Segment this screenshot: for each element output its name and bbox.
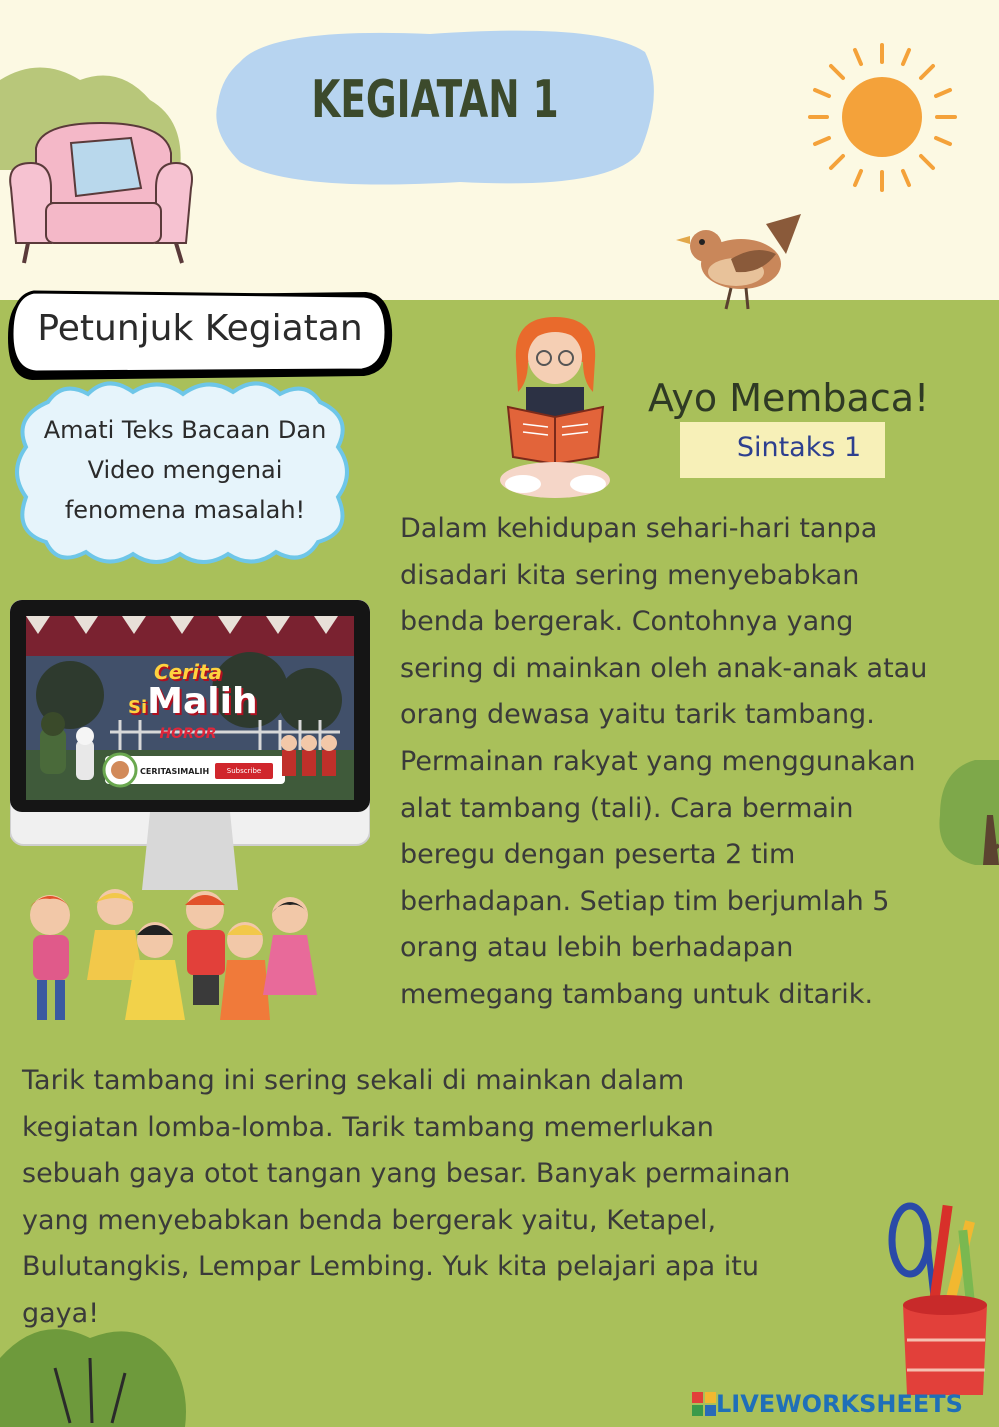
children-playing-illustration: [15, 885, 325, 1045]
subscribe-button[interactable]: Subscribe: [215, 763, 273, 779]
video-title-sub: HOROR: [159, 726, 217, 742]
reading-paragraph-2: [22, 1058, 902, 1338]
tree-right: [935, 755, 999, 945]
reading-girl-illustration: [498, 312, 613, 502]
paragraph-line: alat tambang (tali). Cara bermain: [400, 792, 854, 824]
paragraph-line: Tarik tambang ini sering sekali di mainkan dalam: [22, 1065, 685, 1096]
pencil-cup-illustration: [885, 1200, 995, 1400]
instruction-heading: Petunjuk Kegiatan: [37, 308, 363, 349]
reading-paragraph-1: [400, 506, 999, 1019]
video-title-malih: Malih: [147, 681, 258, 722]
paragraph-line: yang menyebabkan benda bergerak yaitu, Ketapel,: [22, 1204, 717, 1236]
reading-heading: Ayo Membaca!: [648, 376, 930, 420]
liveworksheets-logo-text: LIVEWORKSHEETS: [716, 1390, 963, 1418]
paragraph-line: beregu dengan peserta 2 tim: [400, 839, 796, 871]
paragraph-line: kegiatan lomba-lomba. Tarik tambang memerlukan: [22, 1111, 714, 1143]
paragraph-line: orang dewasa yaitu tarik tambang.: [400, 699, 875, 731]
liveworksheets-logo-icon: [692, 1392, 716, 1416]
video-title: [128, 660, 258, 742]
paragraph-line: benda bergerak. Contohnya yang: [400, 606, 854, 638]
paragraph-line: Dalam kehidupan sehari-hari tanpa: [400, 513, 878, 544]
bird-icon: [676, 214, 806, 314]
video-title-si: Si: [128, 697, 148, 718]
paragraph-line: orang atau lebih berhadapan: [400, 932, 794, 964]
bush-bottom-left: [0, 1318, 190, 1427]
instruction-line: Amati Teks Bacaan Dan: [43, 416, 327, 444]
video-title-top: Cerita: [153, 660, 223, 684]
paragraph-line: memegang tambang untuk ditarik.: [400, 978, 874, 1010]
video-channel-name: CERITASIMALIH: [140, 767, 210, 776]
syntax-label: Sintaks 1: [736, 432, 862, 463]
paragraph-line: gaya!: [22, 1297, 100, 1329]
instruction-line: Video mengenai: [87, 456, 283, 484]
paragraph-line: sebuah gaya otot tangan yang besar. Banyak permainan: [22, 1158, 791, 1190]
instruction-line: fenomena masalah!: [64, 496, 306, 524]
liveworksheets-logo: [692, 1388, 963, 1420]
page-title: KEGIATAN 1: [311, 70, 559, 130]
sun-icon: [805, 40, 960, 195]
paragraph-line: berhadapan. Setiap tim berjumlah 5: [400, 885, 890, 917]
video-title-main: [128, 681, 258, 726]
armchair-illustration: [6, 118, 196, 268]
paragraph-line: disadari kita sering menyebabkan: [400, 559, 860, 591]
paragraph-line: Bulutangkis, Lempar Lembing. Yuk kita pelajari apa itu: [22, 1251, 760, 1283]
instruction-text: [20, 410, 350, 530]
video-player[interactable]: [10, 600, 370, 890]
paragraph-line: sering di mainkan oleh anak-anak atau: [400, 652, 928, 684]
paragraph-line: Permainan rakyat yang menggunakan: [400, 745, 916, 777]
